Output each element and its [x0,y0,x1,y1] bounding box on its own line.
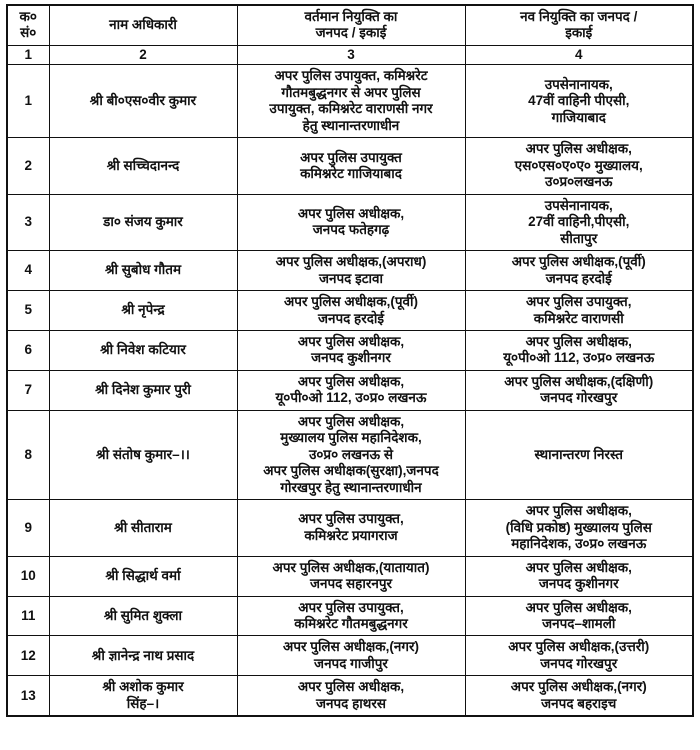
cell-line: अपर पुलिस उपायुक्त, कमिश्नरेट [274,68,428,84]
cell-line: 11 [21,607,36,623]
header-current-posting [237,5,465,45]
cell-new-posting [465,194,693,250]
cell-line: कमिश्नरेट वाराणसी [533,310,624,326]
cell-line: अपर पुलिस अधीक्षक,(नगर) [283,639,419,655]
cell-line: अपर पुलिस अधीक्षक, [297,679,405,695]
cell-line: सिंह–। [126,695,160,711]
cell-line: अपर पुलिस उपायुक्त, [525,294,632,310]
cell-new-posting [465,330,693,370]
cell-serial [7,251,49,291]
cell-line: श्री दिनेश कुमार पुरी [95,382,191,398]
cell-line: मुख्यालय पुलिस महानिदेशक, [280,430,422,446]
cell-new-posting [465,500,693,556]
cell-line: अपर पुलिस अधीक्षक, [525,503,632,519]
cell-line: हेतु स्थानान्तरणाधीन [302,117,400,133]
cell-serial [7,138,49,194]
cell-line: अपर पुलिस अधीक्षक, [525,599,632,615]
header-line: क० [19,9,37,24]
cell-line: श्री अशोक कुमार [102,679,184,695]
cell-line: अपर पुलिस अधीक्षक,(उत्तरी) [508,639,650,655]
cell-officer-name [49,676,237,716]
cell-current-posting [237,410,465,499]
cell-line: गाजियाबाद [551,109,606,125]
table-row [7,194,693,250]
cell-current-posting [237,596,465,636]
cell-line: अपर पुलिस अधीक्षक,(अपराध) [275,254,427,270]
cell-new-posting [465,410,693,499]
table-row [7,138,693,194]
cell-officer-name [49,636,237,676]
cell-line: अपर पुलिस अधीक्षक,(पूर्वी) [283,294,419,310]
cell-line: 10 [20,567,36,583]
table-row [7,410,693,499]
table-row [7,330,693,370]
cell-line: उपसेनानायक, [544,197,613,213]
table-body [7,65,693,716]
column-number-row [7,45,693,64]
header-line: नाम अधिकारी [109,17,177,33]
cell-line: 7 [24,382,32,398]
cell-line: 2 [24,157,32,173]
cell-line: जनपद गोरखपुर [540,655,618,671]
cell-line: उपसेनानायक, [544,76,613,92]
cell-line: श्री निवेश कटियार [100,342,186,358]
cell-line: सीतापुर [560,230,598,246]
cell-serial [7,596,49,636]
cell-line: यू०पी०ओ 112, उ०प्र० लखनऊ [503,350,655,366]
cell-line: जनपद–शामली [542,616,616,631]
cell-serial [7,676,49,716]
cell-officer-name [49,65,237,138]
cell-current-posting [237,194,465,250]
cell-line: जनपद कुशीनगर [538,576,619,592]
cell-new-posting [465,636,693,676]
cell-line: (विधि प्रकोष्ठ) मुख्यालय पुलिस [505,519,652,535]
cell-line: उपायुक्त, कमिश्नरेट वाराणसी नगर [269,101,433,117]
cell-serial [7,636,49,676]
cell-line: श्री नृपेन्द्र [121,302,165,318]
cell-new-posting [465,370,693,410]
table-row [7,65,693,138]
cell-officer-name [49,500,237,556]
cell-officer-name [49,410,237,499]
header-new-posting [465,5,693,45]
cell-line: 9 [24,519,32,535]
cell-line: डा० संजय कुमार [103,214,183,230]
cell-line: 3 [24,214,32,230]
cell-line: यू०पी०ओ 112, उ०प्र० लखनऊ [275,390,427,406]
cell-officer-name [49,251,237,291]
table-row [7,596,693,636]
cell-current-posting [237,556,465,596]
cell-line: श्री सुबोध गौतम [104,262,182,278]
cell-line: एस०एस०ए०ए० मुख्यालय, [514,157,643,173]
cell-line: जनपद सहारनपुर [309,576,393,592]
cell-line: कमिश्नरेट गाजियाबाद [300,165,402,181]
cell-line: कमिश्नरेट प्रयागराज [304,527,398,543]
cell-serial [7,370,49,410]
cell-line: 13 [20,687,36,703]
cell-line: स्थानान्तरण निरस्त [534,446,623,462]
header-line: जनपद / इकाई [315,25,387,41]
cell-line: श्री बी०एस०वीर कुमार [89,93,197,109]
column-number-3: 3 [237,45,465,64]
table-row [7,500,693,556]
cell-officer-name [49,194,237,250]
cell-line: 12 [20,647,36,663]
cell-new-posting [465,676,693,716]
cell-line: अपर पुलिस अधीक्षक, [297,333,405,349]
cell-line: 47वीं वाहिनी पीएसी, [528,93,630,109]
officer-transfer-table [6,4,694,717]
table-row [7,370,693,410]
cell-line: अपर पुलिस उपायुक्त, [298,511,404,527]
cell-current-posting [237,330,465,370]
cell-line: जनपद गोरखपुर [540,390,618,406]
cell-line: 27वीं वाहिनी,पीएसी, [528,214,630,230]
cell-line: अपर पुलिस अधीक्षक,(नगर) [510,679,647,695]
cell-line: गौतमबुद्धनगर से अपर पुलिस [281,84,421,100]
cell-line: गोरखपुर हेतु स्थानान्तरणाधीन [280,479,422,495]
cell-serial [7,65,49,138]
cell-line: जनपद गाजीपुर [314,655,388,671]
cell-line: जनपद बहराइच [541,695,617,711]
cell-line: श्री सिद्धार्थ वर्मा [105,567,181,583]
cell-officer-name [49,330,237,370]
cell-serial [7,330,49,370]
cell-line: 1 [24,93,32,109]
cell-current-posting [237,251,465,291]
cell-current-posting [237,370,465,410]
header-line: नव नियुक्ति का जनपद / [520,9,638,24]
cell-current-posting [237,65,465,138]
cell-line: अपर पुलिस अधीक्षक, [297,413,405,429]
cell-line: 8 [24,446,32,462]
cell-new-posting [465,291,693,331]
header-officer-name [49,5,237,45]
cell-line: अपर पुलिस उपायुक्त, [298,599,404,615]
table-row [7,291,693,331]
cell-officer-name [49,138,237,194]
cell-line: महानिदेशक, उ०प्र० लखनऊ [511,536,647,552]
column-number-2: 2 [49,45,237,64]
cell-line: अपर पुलिस अधीक्षक,(दक्षिणी) [504,373,654,389]
cell-new-posting [465,596,693,636]
table-row [7,676,693,716]
column-number-4: 4 [465,45,693,64]
cell-line: उ०प्र० लखनऊ से [308,446,394,462]
cell-line: जनपद हाथरस [315,695,387,711]
cell-line: श्री ज्ञानेन्द्र नाथ प्रसाद [91,647,195,663]
cell-line: अपर पुलिस अधीक्षक, [297,205,405,221]
cell-serial [7,500,49,556]
cell-line: अपर पुलिस उपायुक्त [300,149,402,165]
cell-current-posting [237,636,465,676]
cell-serial [7,194,49,250]
header-row [7,5,693,45]
cell-line: 6 [24,342,32,358]
table-header [7,5,693,65]
cell-line: 5 [24,302,32,318]
cell-serial [7,291,49,331]
cell-line: अपर पुलिस अधीक्षक, [525,141,632,157]
cell-officer-name [49,596,237,636]
cell-line: अपर पुलिस अधीक्षक(सुरक्षा),जनपद [263,463,439,479]
cell-current-posting [237,676,465,716]
cell-current-posting [237,500,465,556]
cell-officer-name [49,556,237,596]
cell-line: उ०प्र०लखनऊ [545,174,613,190]
cell-officer-name [49,370,237,410]
cell-current-posting [237,138,465,194]
cell-line: कमिश्नरेट गौतमबुद्धनगर [294,616,408,631]
cell-line: श्री सुमित शुक्ला [103,607,183,623]
cell-line: जनपद कुशीनगर [311,350,391,366]
cell-line: अपर पुलिस अधीक्षक,(पूर्वी) [511,254,646,270]
cell-new-posting [465,65,693,138]
cell-serial [7,410,49,499]
cell-new-posting [465,556,693,596]
cell-line: अपर पुलिस अधीक्षक, [297,373,405,389]
header-line: सं० [20,25,37,41]
header-serial [7,5,49,45]
header-line: वर्तमान नियुक्ति का [304,9,398,24]
cell-line: जनपद हरदोई [545,270,612,286]
cell-serial [7,556,49,596]
cell-line: श्री सच्चिदानन्द [106,157,180,173]
cell-line: श्री संतोष कुमार–।। [96,446,190,462]
table-row [7,251,693,291]
cell-line: अपर पुलिस अधीक्षक, [525,333,632,349]
cell-line: अपर पुलिस अधीक्षक,(यातायात) [272,559,430,575]
cell-line: अपर पुलिस अधीक्षक, [525,559,632,575]
cell-new-posting [465,138,693,194]
cell-line: जनपद हरदोई [317,310,385,326]
column-number-1: 1 [7,45,49,64]
cell-line: 4 [24,262,32,278]
table-row [7,636,693,676]
header-line: इकाई [565,25,593,41]
cell-current-posting [237,291,465,331]
cell-line: जनपद फतेहगढ़ [312,222,390,238]
table-row [7,556,693,596]
cell-line: जनपद इटावा [318,270,384,286]
cell-new-posting [465,251,693,291]
cell-line: श्री सीताराम [114,519,172,535]
cell-officer-name [49,291,237,331]
